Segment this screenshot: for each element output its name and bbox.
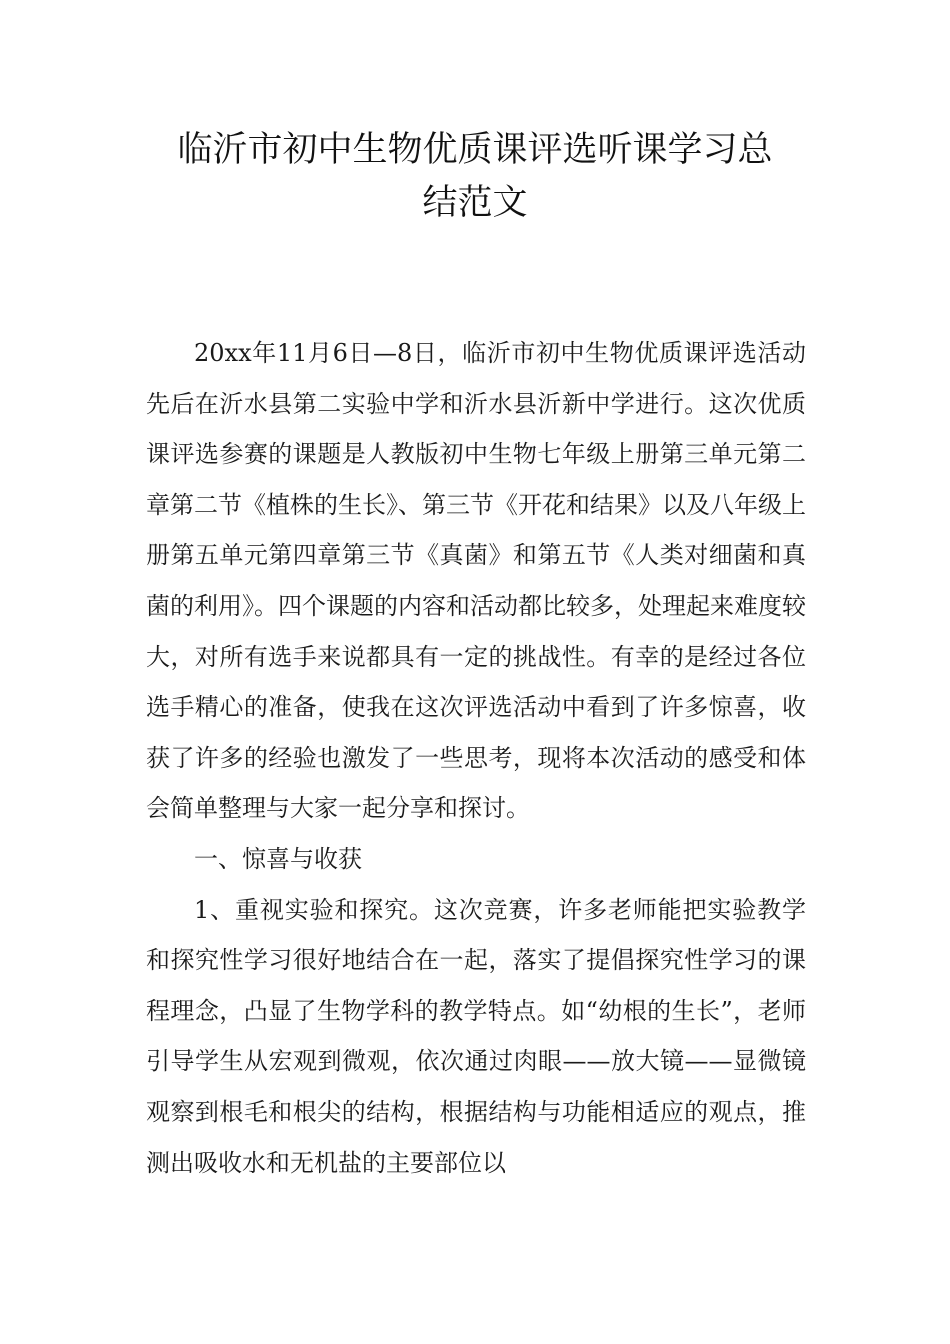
- body-paragraph: 1、重视实验和探究。这次竞赛，许多老师能把实验教学和探究性学习很好地结合在一起，落实了提倡探究性学习的课程理念，凸显了生物学科的教学特点。如“幼根的生长”，老师引导学生从宏观到微观，依次通过肉眼——放大镜——显微镜观察到根毛和根尖的结构，根据结构与功能相适应的观点，推测出吸收水和无机盐的主要部位以: [146, 895, 806, 1177]
- title-line-1: 临沂市初中生物优质课评选听课学习总: [177, 130, 773, 170]
- intro-paragraph: 20xx年11月6日—8日，临沂市初中生物优质课评选活动先后在沂水县第二实验中学和沂水县沂新中学进行。这次优质课评选参赛的课题是人教版初中生物七年级上册第三单元第二章第二节《植株的生长》、第三节《开花和结果》以及八年级上册第五单元第四章第三节《真菌》和第五节《人类对细菌和真菌的利用》。四个课题的内容和活动都比较多，处理起来难度较大，对所有选手来说都具有一定的挑战性。有幸的是经过各位选手精心的准备，使我在这次评选活动中看到了许多惊喜，收获了许多的经验也激发了一些思考，现将本次活动的感受和体会简单整理与大家一起分享和探讨。: [146, 339, 806, 823]
- section-heading: 一、惊喜与收获: [194, 844, 362, 873]
- title-line-2: 结范文: [422, 183, 528, 223]
- document-title: [0, 124, 950, 230]
- document-body: [146, 328, 806, 1188]
